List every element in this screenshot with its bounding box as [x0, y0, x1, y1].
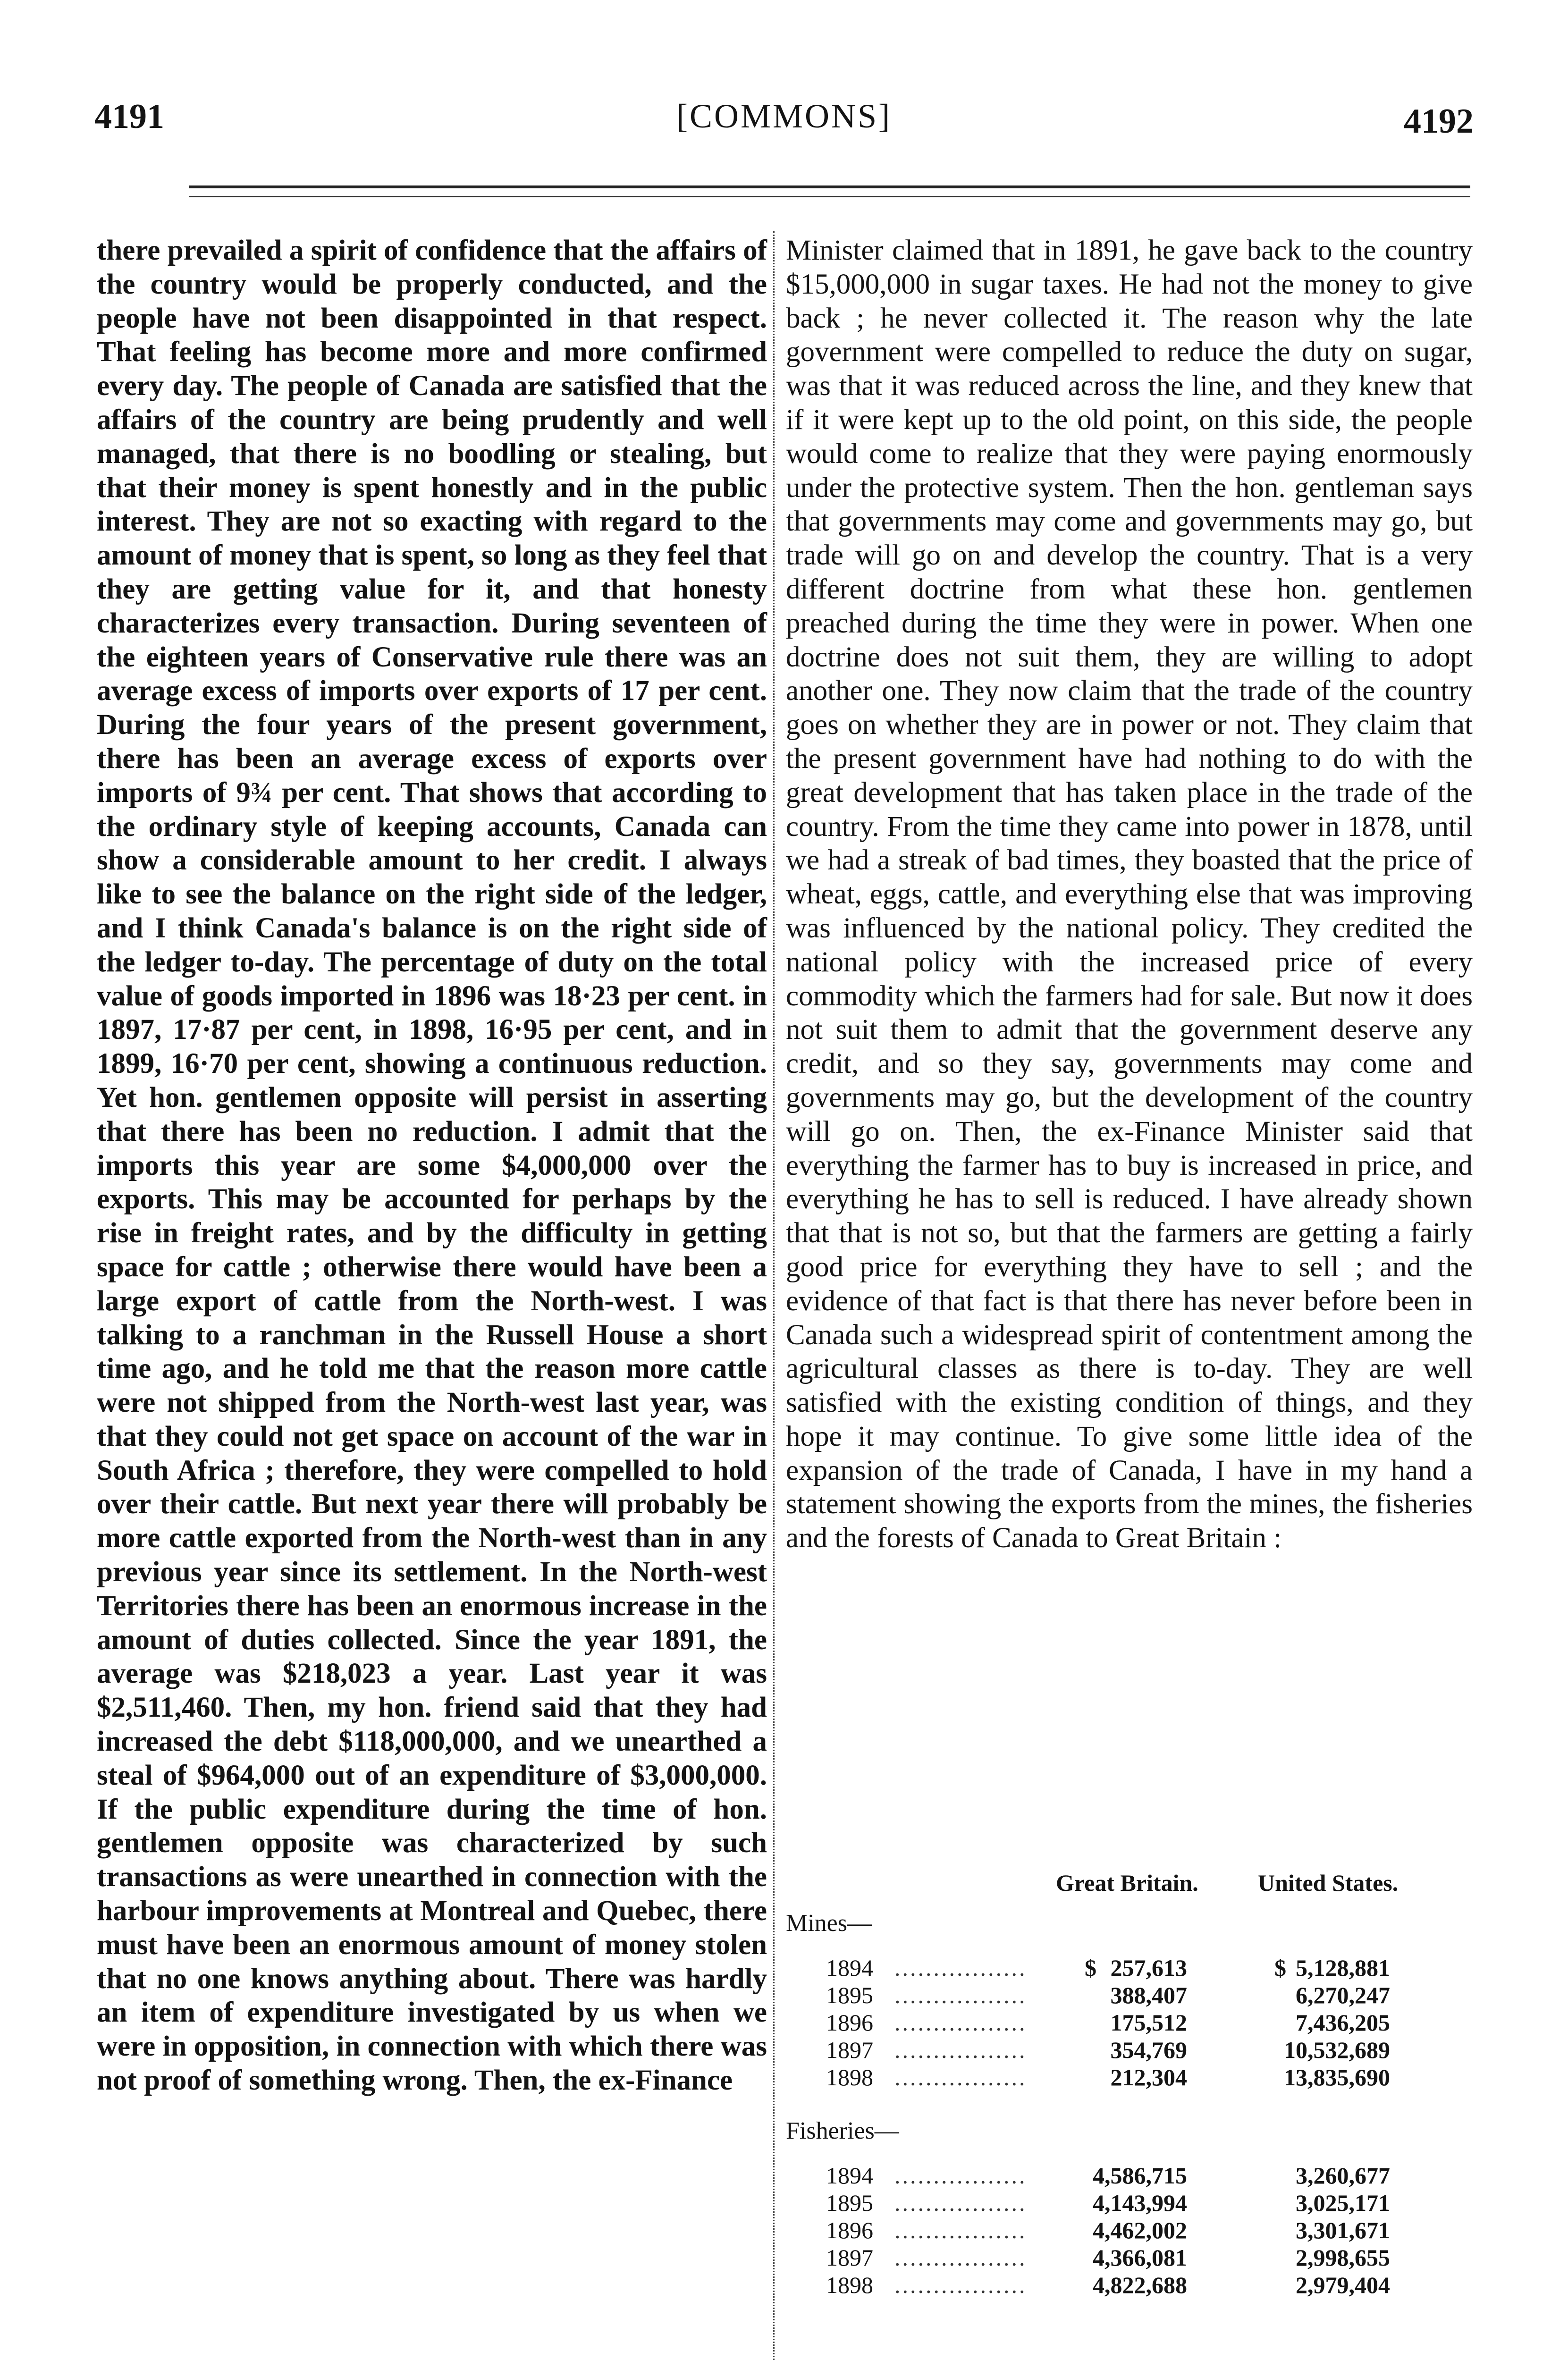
row-year: 1897 [826, 2244, 873, 2271]
page-number-right: 4192 [1404, 102, 1474, 141]
value-great-britain: 4,143,994 [1093, 2190, 1187, 2216]
value-united-states: 5,128,881 [1296, 1955, 1390, 1981]
row-year: 1898 [826, 2064, 873, 2090]
table-row [786, 2009, 1473, 2037]
row-year: 1897 [826, 2037, 873, 2063]
value-united-states: 6,270,247 [1296, 1982, 1390, 2008]
row-year: 1894 [826, 1955, 873, 1981]
table-header [786, 1869, 1473, 1907]
header-great-britain: Great Britain. [1056, 1870, 1198, 1896]
left-column-text: there prevailed a spirit of confidence that the affairs of the country would be properly conducted, and the people have not been disappointed in that respect. That feeling has become more and more confirmed every day. The people of Canada are satisfied that the affairs of the country are being prudently and well managed, that there is no boodling or stealing, but that their money is spent honestly and in the public interest. They are not so exacting with regard to the amount of money that is spent, so long as they feel that they are getting value for it, and that honesty characterizes every transaction. During seventeen of the eighteen years of Conservative rule there was an average excess of imports over exports of 17 per cent. During the four years of the present government, there has been an average excess of exports over imports of 9¾ per cent. That shows that according to the ordinary style of keeping accounts, Canada can show a considerable amount to her credit. I always like to see the balance on the right side of the ledger, and I think Canada's balance is on the right side of the ledger to-day. The percentage of duty on the total value of goods imported in 1896 was 18·23 per cent. in 1897, 17·87 per cent, in 1898, 16·95 per cent, and in 1899, 16·70 per cent, showing a continuous reduction. Yet hon. gentlemen opposite will persist in asserting that there has been no reduction. I admit that the imports this year are some $4,000,000 over the exports. This may be accounted for perhaps by the rise in freight rates, and by the difficulty in getting space for cattle ; otherwise there would have been a large export of cattle from the North-west. I was talking to a ranchman in the Russell House a short time ago, and he told me that the reason more cattle were not shipped from the North-west last year, was that they could not get space on account of the war in South Africa ; therefore, they were compelled to hold over their cattle. But next year there will probably be more cattle exported from the North-west than in any previous year since its settlement. In the North-west Territories there has been an enormous increase in the amount of duties collected. Since the year 1891, the average was $218,023 a year. Last year it was $2,511,460. Then, my hon. friend said that they had increased the debt $118,000,000, and we unearthed a steal of $964,000 out of an expenditure of $3,000,000. If the public expenditure during the time of hon. gentlemen opposite was characterized by such transactions as were unearthed in connection with the harbour improvements at Montreal and Quebec, there must have been an enormous amount of money stolen that no one knows anything about. There was hardly an item of expenditure investigated by us when we were in opposition, in connection with which there was not proof of something wrong. Then, the ex-Finance [97, 235, 767, 2097]
value-great-britain: 4,462,002 [1093, 2217, 1187, 2243]
value-united-states: 10,532,689 [1284, 2037, 1390, 2063]
value-united-states: 7,436,205 [1296, 2009, 1390, 2036]
header-rule-thick [189, 185, 1470, 188]
section-title: [COMMONS] [676, 97, 892, 135]
table-row [786, 1954, 1473, 1982]
right-column [786, 234, 1473, 1555]
column-divider [773, 231, 775, 2360]
value-great-britain: 257,613 [1110, 1955, 1187, 1981]
value-united-states: 3,260,677 [1296, 2162, 1390, 2189]
table-row [786, 1981, 1473, 2010]
table-row [786, 2271, 1473, 2300]
table-row [786, 2189, 1473, 2217]
value-united-states: 13,835,690 [1284, 2064, 1390, 2090]
value-great-britain: 388,407 [1110, 1982, 1187, 2008]
right-column-text: Minister claimed that in 1891, he gave back to the country $15,000,000 in sugar taxes. He had not the money to give back ; he never collected it. The reason why the late government were compelled to reduce the duty on sugar, was that it was reduced across the line, and they knew that if it were kept up to the old point, on this side, the people would come to realize that they were paying enormously under the protective system. Then the hon. gentleman says that governments may come and governments may go, but trade will go on and develop the country. That is a very different doctrine from what these hon. gentlemen preached during the time they were in power. When one doctrine does not suit them, they are willing to adopt another one. They now claim that the trade of the country goes on whether they are in power or not. They claim that the present government have had nothing to do with the great development that has taken place in the trade of the country. From the time they came into power in 1878, until we had a streak of bad times, they boasted that the price of wheat, eggs, cattle, and everything else that was improving was influenced by the national policy. They credited the national policy with the increased price of every commodity which the farmers had for sale. But now it does not suit them to admit that the government deserve any credit, and so they say, governments may come and governments may go, but the development of the country will go on. Then, the ex-Finance Minister said that everything the farmer has to buy is increased in price, and everything he has to sell is reduced. I have already shown that that is not so, but that the farmers are getting a fairly good price for everything they have to sell ; and the evidence of that fact is that there has never before been in Canada such a widespread spirit of contentment among the agricultural classes as there is to-day. They are well satisfied with the existing condition of things, and they hope it may continue. To give some little idea of the expansion of the trade of Canada, I have in my hand a statement showing the exports from the mines, the fisheries and the forests of Canada to Great Britain : [786, 235, 1473, 1554]
row-year: 1896 [826, 2009, 873, 2036]
leader-dots: ................. [894, 2064, 1027, 2090]
leader-dots: ................. [894, 2217, 1027, 2243]
value-great-britain: 4,586,715 [1093, 2162, 1187, 2189]
leader-dots: ................. [894, 1982, 1027, 2008]
leader-dots: ................. [894, 2162, 1027, 2189]
row-year: 1894 [826, 2162, 873, 2189]
leader-dots: ................. [894, 2009, 1027, 2036]
row-year: 1895 [826, 2190, 873, 2216]
page-header [0, 0, 1568, 189]
leader-dots: ................. [894, 2190, 1027, 2216]
leader-dots: ................. [894, 2037, 1027, 2063]
left-column [97, 234, 767, 2098]
row-year: 1896 [826, 2217, 873, 2243]
dollar-sign: $ [1274, 1955, 1286, 1981]
group-title-mines: Mines— [786, 1910, 872, 1937]
value-great-britain: 175,512 [1110, 2009, 1187, 2036]
group-title-fisheries: Fisheries— [786, 2117, 899, 2144]
dollar-sign: $ [1085, 1955, 1096, 1981]
header-rule-thin [189, 196, 1470, 197]
table-row [786, 2064, 1473, 2092]
value-great-britain: 4,822,688 [1093, 2272, 1187, 2298]
row-year: 1895 [826, 1982, 873, 2008]
leader-dots: ................. [894, 2272, 1027, 2298]
value-great-britain: 4,366,081 [1093, 2244, 1187, 2271]
leader-dots: ................. [894, 2244, 1027, 2271]
value-united-states: 2,979,404 [1296, 2272, 1390, 2298]
value-united-states: 2,998,655 [1296, 2244, 1390, 2271]
table-row [786, 2244, 1473, 2272]
value-great-britain: 212,304 [1110, 2064, 1187, 2090]
value-united-states: 3,301,671 [1296, 2217, 1390, 2243]
table-row [786, 2217, 1473, 2245]
table-row [786, 2036, 1473, 2065]
page-number-left: 4191 [94, 97, 164, 136]
row-year: 1898 [826, 2272, 873, 2298]
value-united-states: 3,025,171 [1296, 2190, 1390, 2216]
leader-dots: ................. [894, 1955, 1027, 1981]
header-united-states: United States. [1258, 1870, 1399, 1896]
table-row [786, 2162, 1473, 2190]
value-great-britain: 354,769 [1110, 2037, 1187, 2063]
